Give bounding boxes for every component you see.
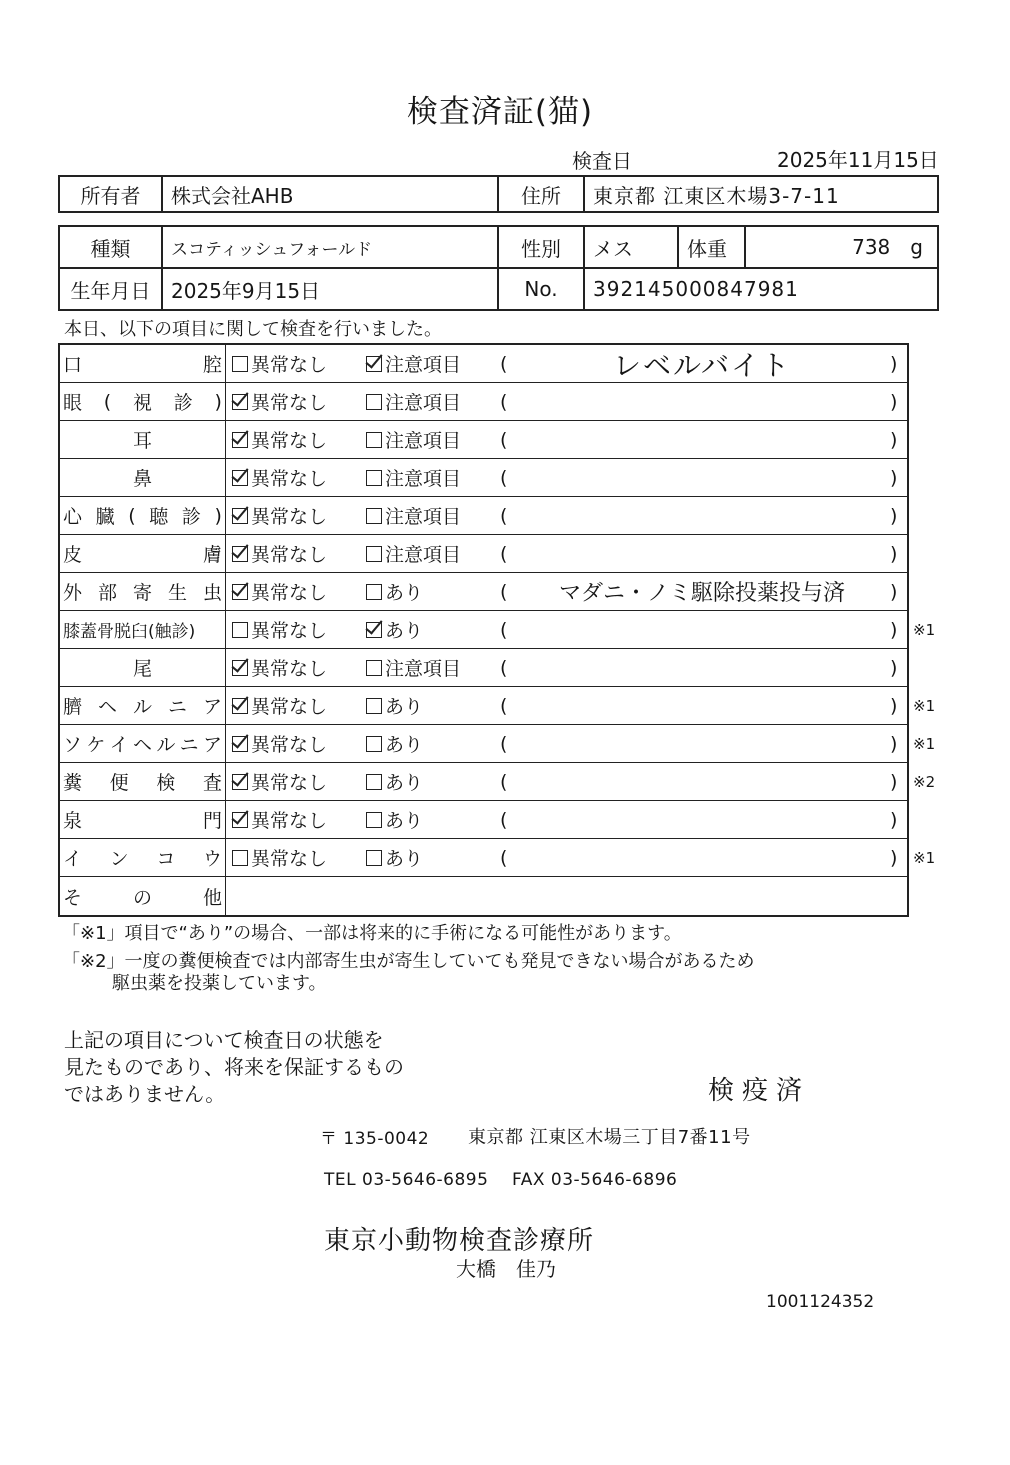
option-normal	[232, 345, 327, 382]
option-attention	[366, 459, 461, 496]
note-text: マダニ・ノミ駆除投薬投与済	[558, 581, 845, 606]
no-value: 392145000847981	[583, 267, 939, 311]
inspection-row	[60, 497, 907, 535]
note-text	[522, 687, 882, 724]
option-label: 注意項目	[385, 658, 462, 680]
option-normal	[232, 497, 327, 534]
option-normal	[232, 649, 327, 686]
item-label-char: 診	[173, 392, 193, 414]
note-text	[522, 421, 882, 458]
inspection-table	[58, 343, 909, 917]
item-label-char: ニ	[179, 734, 199, 756]
option-label: 異常なし	[251, 772, 328, 794]
weight-value: 738	[852, 235, 891, 259]
option-normal	[232, 421, 327, 458]
item-label-char: の	[132, 886, 152, 909]
paren-open: (	[500, 580, 508, 603]
owner-label: 所有者	[58, 175, 163, 213]
option-label: 異常なし	[251, 468, 328, 490]
checkbox[interactable]	[232, 584, 248, 600]
note-text	[522, 763, 882, 800]
option-normal	[232, 611, 327, 648]
sex-label: 性別	[497, 225, 585, 269]
address-value: 東京都 江東区木場3-7-11	[583, 175, 939, 213]
option-attention	[366, 801, 423, 838]
exam-date-label: 検査日	[572, 149, 632, 173]
item-label-char: イ	[109, 734, 129, 756]
inspection-row	[60, 725, 907, 763]
checkbox[interactable]	[366, 508, 382, 524]
inspection-row	[60, 383, 907, 421]
option-normal	[232, 535, 327, 572]
paren-close: )	[890, 846, 898, 869]
note-text	[522, 611, 882, 648]
paren-close: )	[890, 656, 898, 679]
paren-open: (	[500, 542, 508, 565]
inspection-row	[60, 421, 907, 459]
item-label-char: 診	[181, 506, 201, 528]
item-label	[60, 687, 226, 724]
item-label-char: )	[214, 504, 222, 527]
item-label-char: (	[128, 504, 136, 527]
item-label-char: 部	[97, 582, 117, 604]
checkbox[interactable]	[366, 622, 382, 638]
checkbox[interactable]	[232, 812, 248, 828]
paren-open: (	[500, 466, 508, 489]
item-label	[60, 649, 226, 686]
option-label: あり	[385, 582, 424, 604]
paren-close: )	[890, 542, 898, 565]
item-label-char: 門	[202, 810, 222, 832]
note-text	[522, 459, 882, 496]
checkbox[interactable]	[366, 394, 382, 410]
clinic-name: 東京小動物検査診療所	[324, 1226, 595, 1256]
item-label-char: 生	[167, 582, 187, 604]
item-label-char: ル	[132, 696, 152, 718]
option-attention	[366, 535, 461, 572]
item-label	[60, 877, 226, 915]
item-label-char: 他	[202, 886, 222, 909]
checkbox[interactable]	[366, 356, 382, 372]
option-label: 異常なし	[251, 848, 328, 870]
item-label-char: 臓	[95, 506, 115, 528]
inspection-row	[60, 345, 907, 383]
paren-open: (	[500, 808, 508, 831]
inspection-row	[60, 763, 907, 801]
item-label-char: 視	[132, 392, 152, 414]
item-label-char: そ	[63, 886, 83, 909]
paren-close: )	[890, 466, 898, 489]
item-label	[60, 611, 226, 648]
clinic-fax: FAX 03-5646-6896	[512, 1170, 678, 1190]
item-label-char: ル	[156, 734, 176, 756]
footnote-2: 「※2」一度の糞便検査では内部寄生虫が寄生していても発見できない場合があるため	[62, 951, 755, 972]
option-attention	[366, 497, 461, 534]
option-normal	[232, 687, 327, 724]
option-label: 異常なし	[251, 582, 328, 604]
weight-cell	[744, 225, 939, 269]
paren-close: )	[890, 808, 898, 831]
checkbox[interactable]	[366, 660, 382, 676]
option-attention	[366, 763, 423, 800]
option-label: あり	[385, 696, 424, 718]
birth-value: 2025年9月15日	[161, 267, 499, 311]
option-label: あり	[385, 848, 424, 870]
cert-line: 上記の項目について検査日の状態を	[64, 1028, 384, 1052]
item-label-char: ソ	[63, 734, 83, 756]
item-label	[60, 725, 226, 762]
checkbox[interactable]	[232, 660, 248, 676]
item-label-char: 腔	[202, 354, 222, 376]
checkbox[interactable]	[232, 356, 248, 372]
checkbox[interactable]	[366, 546, 382, 562]
checkbox[interactable]	[232, 394, 248, 410]
option-attention	[366, 345, 461, 382]
option-label: 注意項目	[385, 544, 462, 566]
checkbox[interactable]	[366, 812, 382, 828]
option-label: 注意項目	[385, 392, 462, 414]
checkbox[interactable]	[366, 584, 382, 600]
item-label-char: ア	[202, 734, 222, 756]
item-label-char: (	[103, 390, 112, 413]
option-normal	[232, 383, 327, 420]
option-normal	[232, 763, 327, 800]
item-label-char: 聴	[149, 506, 169, 528]
certification-statement	[64, 1027, 404, 1108]
option-label: 異常なし	[251, 506, 328, 528]
checkbox[interactable]	[366, 432, 382, 448]
paren-open: (	[500, 694, 508, 717]
item-label-text: 尾	[132, 658, 152, 680]
item-label	[60, 345, 226, 382]
cert-line: ではありません。	[64, 1082, 226, 1106]
checkbox[interactable]	[232, 508, 248, 524]
option-label: あり	[385, 772, 424, 794]
footnote-mark: ※1	[913, 697, 936, 715]
checkbox[interactable]	[366, 774, 382, 790]
paren-close: )	[890, 732, 898, 755]
option-normal	[232, 839, 327, 876]
no-label: No.	[497, 267, 585, 311]
item-label-char: 皮	[63, 544, 83, 566]
paren-close: )	[890, 428, 898, 451]
option-attention	[366, 421, 461, 458]
option-label: 異常なし	[251, 544, 328, 566]
item-label-char: イ	[63, 848, 83, 870]
item-label	[60, 801, 226, 838]
item-label-char: 心	[63, 506, 83, 528]
checkbox[interactable]	[232, 432, 248, 448]
document-number: 1001124352	[766, 1292, 875, 1312]
inspection-row	[60, 649, 907, 687]
checkbox[interactable]	[366, 470, 382, 486]
item-label-char: 便	[109, 772, 129, 794]
option-attention	[366, 839, 423, 876]
inspection-row	[60, 877, 907, 915]
option-label: 異常なし	[251, 430, 328, 452]
item-label	[60, 383, 226, 420]
footnote-2-continued: 駆虫薬を投薬しています。	[112, 973, 327, 994]
item-label	[60, 839, 226, 876]
checkbox[interactable]	[232, 470, 248, 486]
option-label: 異常なし	[251, 734, 328, 756]
option-label: 異常なし	[251, 696, 328, 718]
note-text	[522, 383, 882, 420]
paren-open: (	[500, 618, 508, 641]
item-label	[60, 763, 226, 800]
inspection-row	[60, 687, 907, 725]
option-label: あり	[385, 734, 424, 756]
item-label-char: ニ	[167, 696, 187, 718]
item-label-char: 糞	[63, 772, 83, 794]
inspection-row	[60, 611, 907, 649]
item-label	[60, 573, 226, 610]
footnote-1: 「※1」項目で“あり”の場合、一部は将来的に手術になる可能性があります。	[62, 923, 682, 944]
footnote-mark: ※2	[913, 773, 936, 791]
paren-open: (	[500, 732, 508, 755]
item-label-text: 膝蓋骨脱臼(触診)	[63, 622, 196, 642]
option-label: 異常なし	[251, 620, 328, 642]
footnote-mark: ※1	[913, 621, 936, 639]
note-text	[522, 839, 882, 876]
paren-close: )	[890, 352, 898, 375]
option-label: 注意項目	[385, 506, 462, 528]
item-label-char: 臍	[63, 696, 83, 718]
inspection-row	[60, 459, 907, 497]
option-normal	[232, 459, 327, 496]
vet-name: 大橋 佳乃	[456, 1257, 556, 1281]
owner-value: 株式会社AHB	[161, 175, 499, 213]
quarantine-stamp: 検疫済	[708, 1076, 811, 1106]
footnote-mark: ※1	[913, 735, 936, 753]
option-attention	[366, 611, 423, 648]
option-label: 注意項目	[385, 430, 462, 452]
item-label-char: 眼	[63, 392, 83, 414]
inspection-row	[60, 839, 907, 877]
option-label: 異常なし	[251, 392, 328, 414]
breed-label: 種類	[58, 225, 163, 269]
option-label: 注意項目	[385, 468, 462, 490]
intro-text: 本日、以下の項目に関して検査を行いました。	[64, 319, 442, 340]
paren-open: (	[500, 428, 508, 451]
item-label-char: コ	[156, 848, 176, 870]
paren-close: )	[890, 504, 898, 527]
checkbox[interactable]	[232, 698, 248, 714]
option-label: あり	[385, 620, 424, 642]
note-text	[522, 497, 882, 534]
checkbox[interactable]	[232, 774, 248, 790]
paren-close: )	[890, 580, 898, 603]
item-label-char: )	[214, 390, 222, 413]
checkbox[interactable]	[366, 850, 382, 866]
option-attention	[366, 383, 461, 420]
note-text: レベルバイト	[612, 348, 792, 382]
option-attention	[366, 649, 461, 686]
paren-open: (	[500, 504, 508, 527]
item-label-char: ケ	[86, 734, 106, 756]
item-label-char: 口	[63, 354, 83, 376]
paren-open: (	[500, 656, 508, 679]
clinic-tel: TEL 03-5646-6895	[324, 1170, 489, 1190]
item-label-char: ア	[202, 696, 222, 718]
inspection-row	[60, 801, 907, 839]
option-attention	[366, 725, 423, 762]
cert-line: 見たものであり、将来を保証するもの	[64, 1055, 404, 1079]
address-label: 住所	[497, 175, 585, 213]
breed-value: スコティッシュフォールド	[161, 225, 499, 269]
item-label-char: ヘ	[97, 696, 117, 718]
option-attention	[366, 573, 423, 610]
item-label-char: 外	[63, 582, 83, 604]
inspection-row	[60, 535, 907, 573]
checkbox[interactable]	[366, 698, 382, 714]
option-normal	[232, 725, 327, 762]
note-text	[522, 649, 882, 686]
paren-close: )	[890, 694, 898, 717]
item-label-char: 査	[202, 772, 222, 794]
checkbox[interactable]	[232, 546, 248, 562]
item-label-char: ウ	[202, 848, 222, 870]
paren-open: (	[500, 770, 508, 793]
option-label: 異常なし	[251, 658, 328, 680]
weight-unit: g	[910, 235, 923, 259]
option-normal	[232, 573, 327, 610]
paren-open: (	[500, 846, 508, 869]
postal-code: 〒 135-0042	[320, 1129, 430, 1149]
option-attention	[366, 687, 423, 724]
item-label-char: ン	[109, 848, 129, 870]
note-text	[522, 801, 882, 838]
inspection-row	[60, 573, 907, 611]
paren-close: )	[890, 770, 898, 793]
birth-label: 生年月日	[58, 267, 163, 311]
footnote-mark: ※1	[913, 849, 936, 867]
clinic-address: 東京都 江東区木場三丁目7番11号	[468, 1127, 751, 1148]
item-label-char: 検	[156, 772, 176, 794]
paren-close: )	[890, 390, 898, 413]
item-label-text: 鼻	[132, 468, 152, 490]
item-label-char: 虫	[202, 582, 222, 604]
paren-close: )	[890, 618, 898, 641]
page-title: 検査済証(猫)	[406, 94, 594, 130]
note-text	[522, 725, 882, 762]
item-label	[60, 421, 226, 458]
item-label-char: ヘ	[132, 734, 152, 756]
paren-open: (	[500, 352, 508, 375]
item-label	[60, 459, 226, 496]
sex-value: メス	[583, 225, 679, 269]
option-label: 異常なし	[251, 810, 328, 832]
item-label	[60, 497, 226, 534]
checkbox[interactable]	[232, 622, 248, 638]
weight-label: 体重	[677, 225, 746, 269]
item-label-char: 泉	[63, 810, 83, 832]
paren-open: (	[500, 390, 508, 413]
option-label: 異常なし	[251, 354, 328, 376]
item-label-text: 耳	[132, 430, 152, 452]
option-label: 注意項目	[385, 354, 462, 376]
option-label: あり	[385, 810, 424, 832]
note-text	[522, 535, 882, 572]
item-label-char: 膚	[202, 544, 222, 566]
checkbox[interactable]	[232, 850, 248, 866]
checkbox[interactable]	[232, 736, 248, 752]
item-label	[60, 535, 226, 572]
checkbox[interactable]	[366, 736, 382, 752]
option-normal	[232, 801, 327, 838]
item-label-char: 寄	[132, 582, 152, 604]
exam-date: 2025年11月15日	[777, 148, 939, 172]
